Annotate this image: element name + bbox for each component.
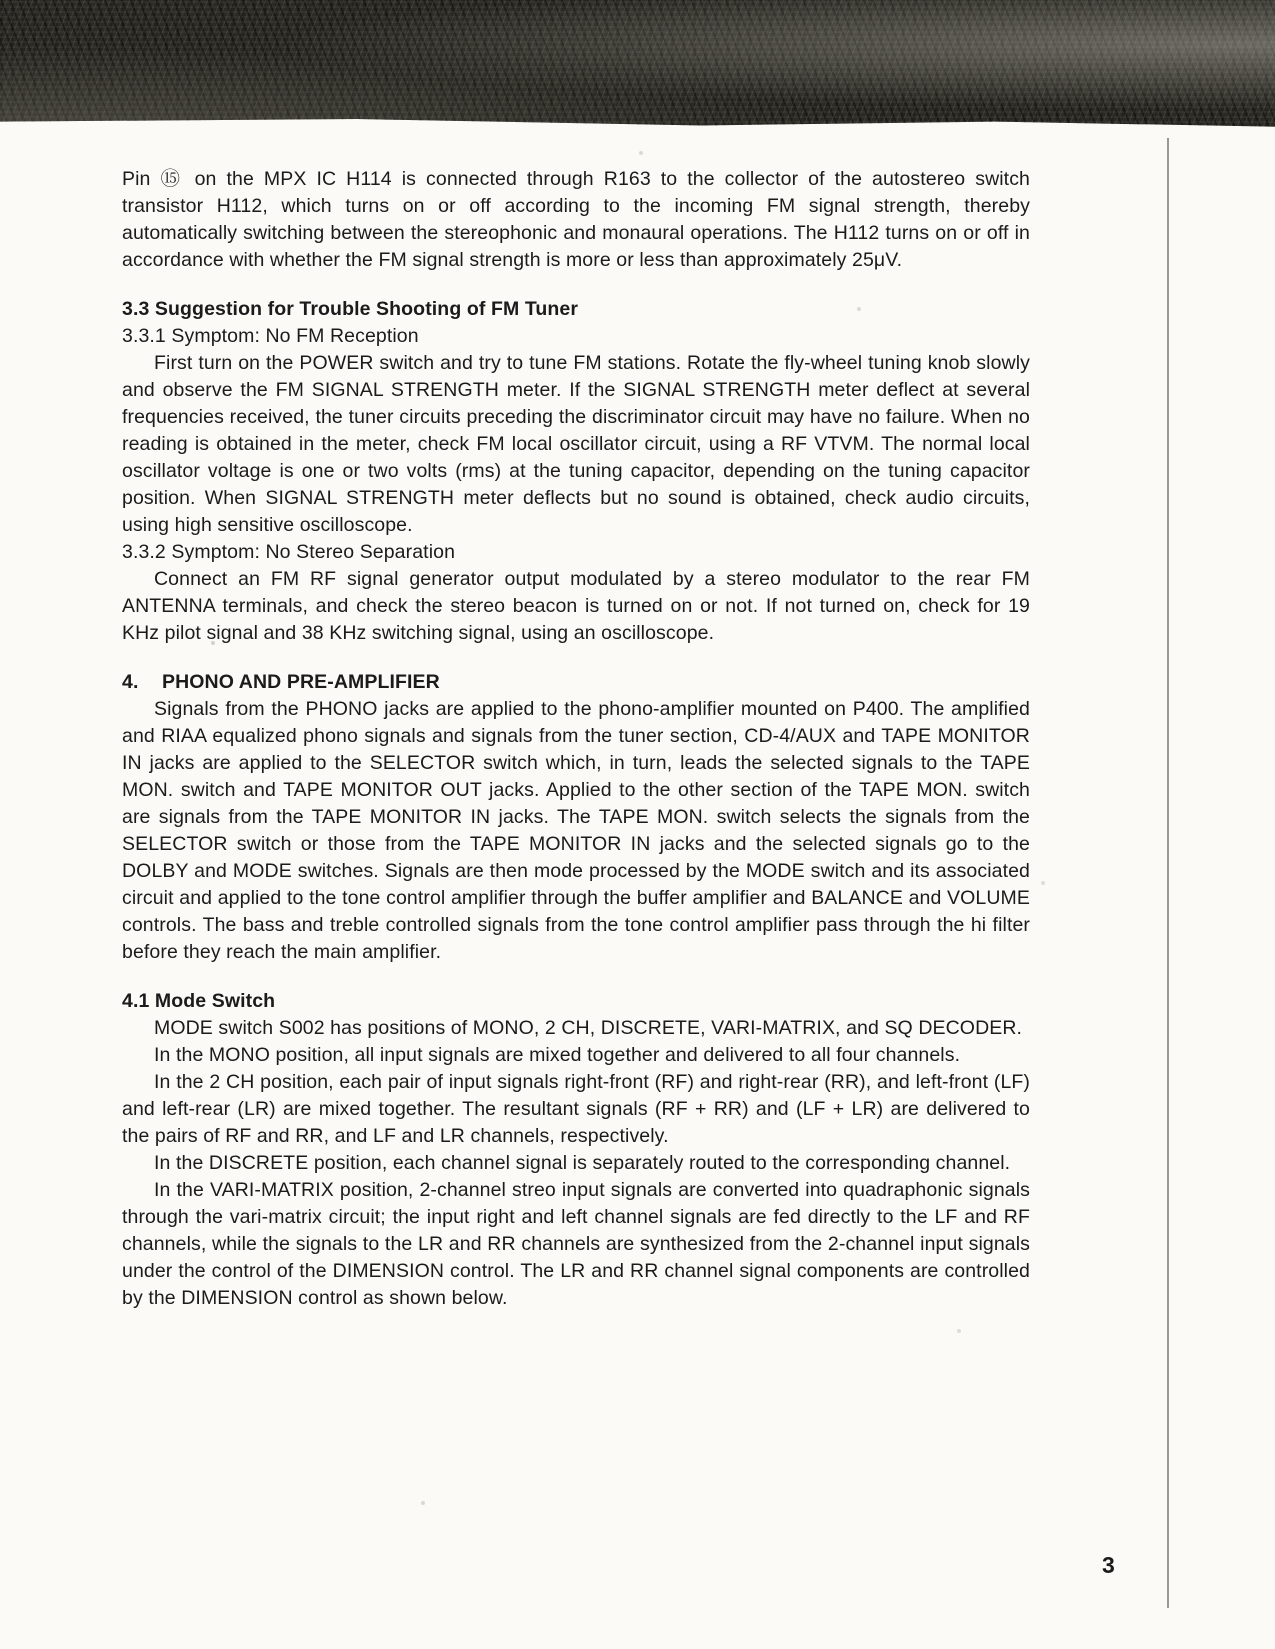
mode-switch-paragraph: MODE switch S002 has positions of MONO, 2 CH, DISCRETE, VARI-MATRIX, and SQ DECODER. <box>154 1017 1023 1039</box>
section-4-heading <box>122 669 1030 696</box>
section-4-number: 4. <box>122 671 139 693</box>
section-3-3-heading: 3.3 Suggestion for Trouble Shooting of FM Tuner <box>122 298 579 320</box>
scan-speckles <box>0 0 2 2</box>
section-3-3-2-paragraph: Connect an FM RF signal generator output modulated by a stereo modulator to the rear FM ANTENNA terminals, and check the stereo beacon is turned on or not. If not turned on, check for 19 KHz pilot signal and 38 KHz switching signal, using an oscilloscope. <box>122 568 1030 644</box>
document-body <box>122 166 1030 1312</box>
section-4-paragraph: Signals from the PHONO jacks are applied to the phono-amplifier mounted on P400. The amplified and RIAA equalized phono signals and signals from the tuner section, CD-4/AUX and TAPE MONITOR IN jacks are applied to the SELECTOR switch which, in turn, leads the selected signals to the TAPE MON. switch and TAPE MONITOR OUT jacks. Applied to the other section of the TAPE MON. switch are signals from the TAPE MONITOR IN jacks. The TAPE MON. switch selects the signals from the SELECTOR switch or those from the TAPE MONITOR IN jacks and the selected signals go to the DOLBY and MODE switches. Signals are then mode processed by the MODE switch and its associated circuit and applied to the tone control amplifier through the buffer amplifier and BALANCE and VOLUME controls. The bass and treble controlled signals from the tone control amplifier pass through the hi filter before they reach the main amplifier. <box>122 698 1030 963</box>
scan-edge-line <box>1167 138 1169 1608</box>
section-4-1-heading: 4.1 Mode Switch <box>122 990 276 1012</box>
section-3-3-1-paragraph: First turn on the POWER switch and try to tune FM stations. Rotate the fly-wheel tuning knob slowly and observe the FM SIGNAL STRENGTH meter. If the SIGNAL STRENGTH meter deflect at several frequencies received, the tuner circuits preceding the discriminator circuit may have no failure. When no reading is obtained in the meter, check FM local oscillator circuit, using a RF VTVM. The normal local oscillator voltage is one or two volts (rms) at the tuning capacitor, depending on the tuning capacitor position. When SIGNAL STRENGTH meter deflects but no sound is obtained, check audio circuits, using high sensitive oscilloscope. <box>122 352 1030 536</box>
vari-matrix-position-paragraph: In the VARI-MATRIX position, 2-channel streo input signals are converted into quadraphonic signals through the vari-matrix circuit; the input right and left channel signals are fed directly to the LF and RF channels, while the signals to the LR and RR channels are synthesized from the 2-channel input signals under the control of the DIMENSION control. The LR and RR channel signal components are controlled by the DIMENSION control as shown below. <box>122 1179 1030 1309</box>
mono-position-paragraph: In the MONO position, all input signals are mixed together and delivered to all four channels. <box>154 1044 961 1066</box>
discrete-position-paragraph: In the DISCRETE position, each channel signal is separately routed to the corresponding channel. <box>154 1152 1011 1174</box>
intro-paragraph: Pin ⑮ on the MPX IC H114 is connected through R163 to the collector of the autostereo switch transistor H112, which turns on or off according to the incoming FM signal strength, thereby automatically switching between the stereophonic and monaural operations. The H112 turns on or off in accordance with whether the FM signal strength is more or less than approximately 25μV. <box>122 168 1030 271</box>
page-number: 3 <box>1102 1552 1115 1578</box>
section-4-title: PHONO AND PRE-AMPLIFIER <box>162 671 440 693</box>
two-ch-position-paragraph: In the 2 CH position, each pair of input signals right-front (RF) and right-rear (RR), and left-front (LF) and left-rear (LR) are mixed together. The resultant signals (RF + RR) and (LF + LR) are delivered to the pairs of RF and RR, and LF and LR channels, respectively. <box>122 1071 1030 1147</box>
scan-header-band <box>0 0 1275 128</box>
section-3-3-2-heading: 3.3.2 Symptom: No Stereo Separation <box>122 541 456 563</box>
section-3-3-1-heading: 3.3.1 Symptom: No FM Reception <box>122 325 419 347</box>
